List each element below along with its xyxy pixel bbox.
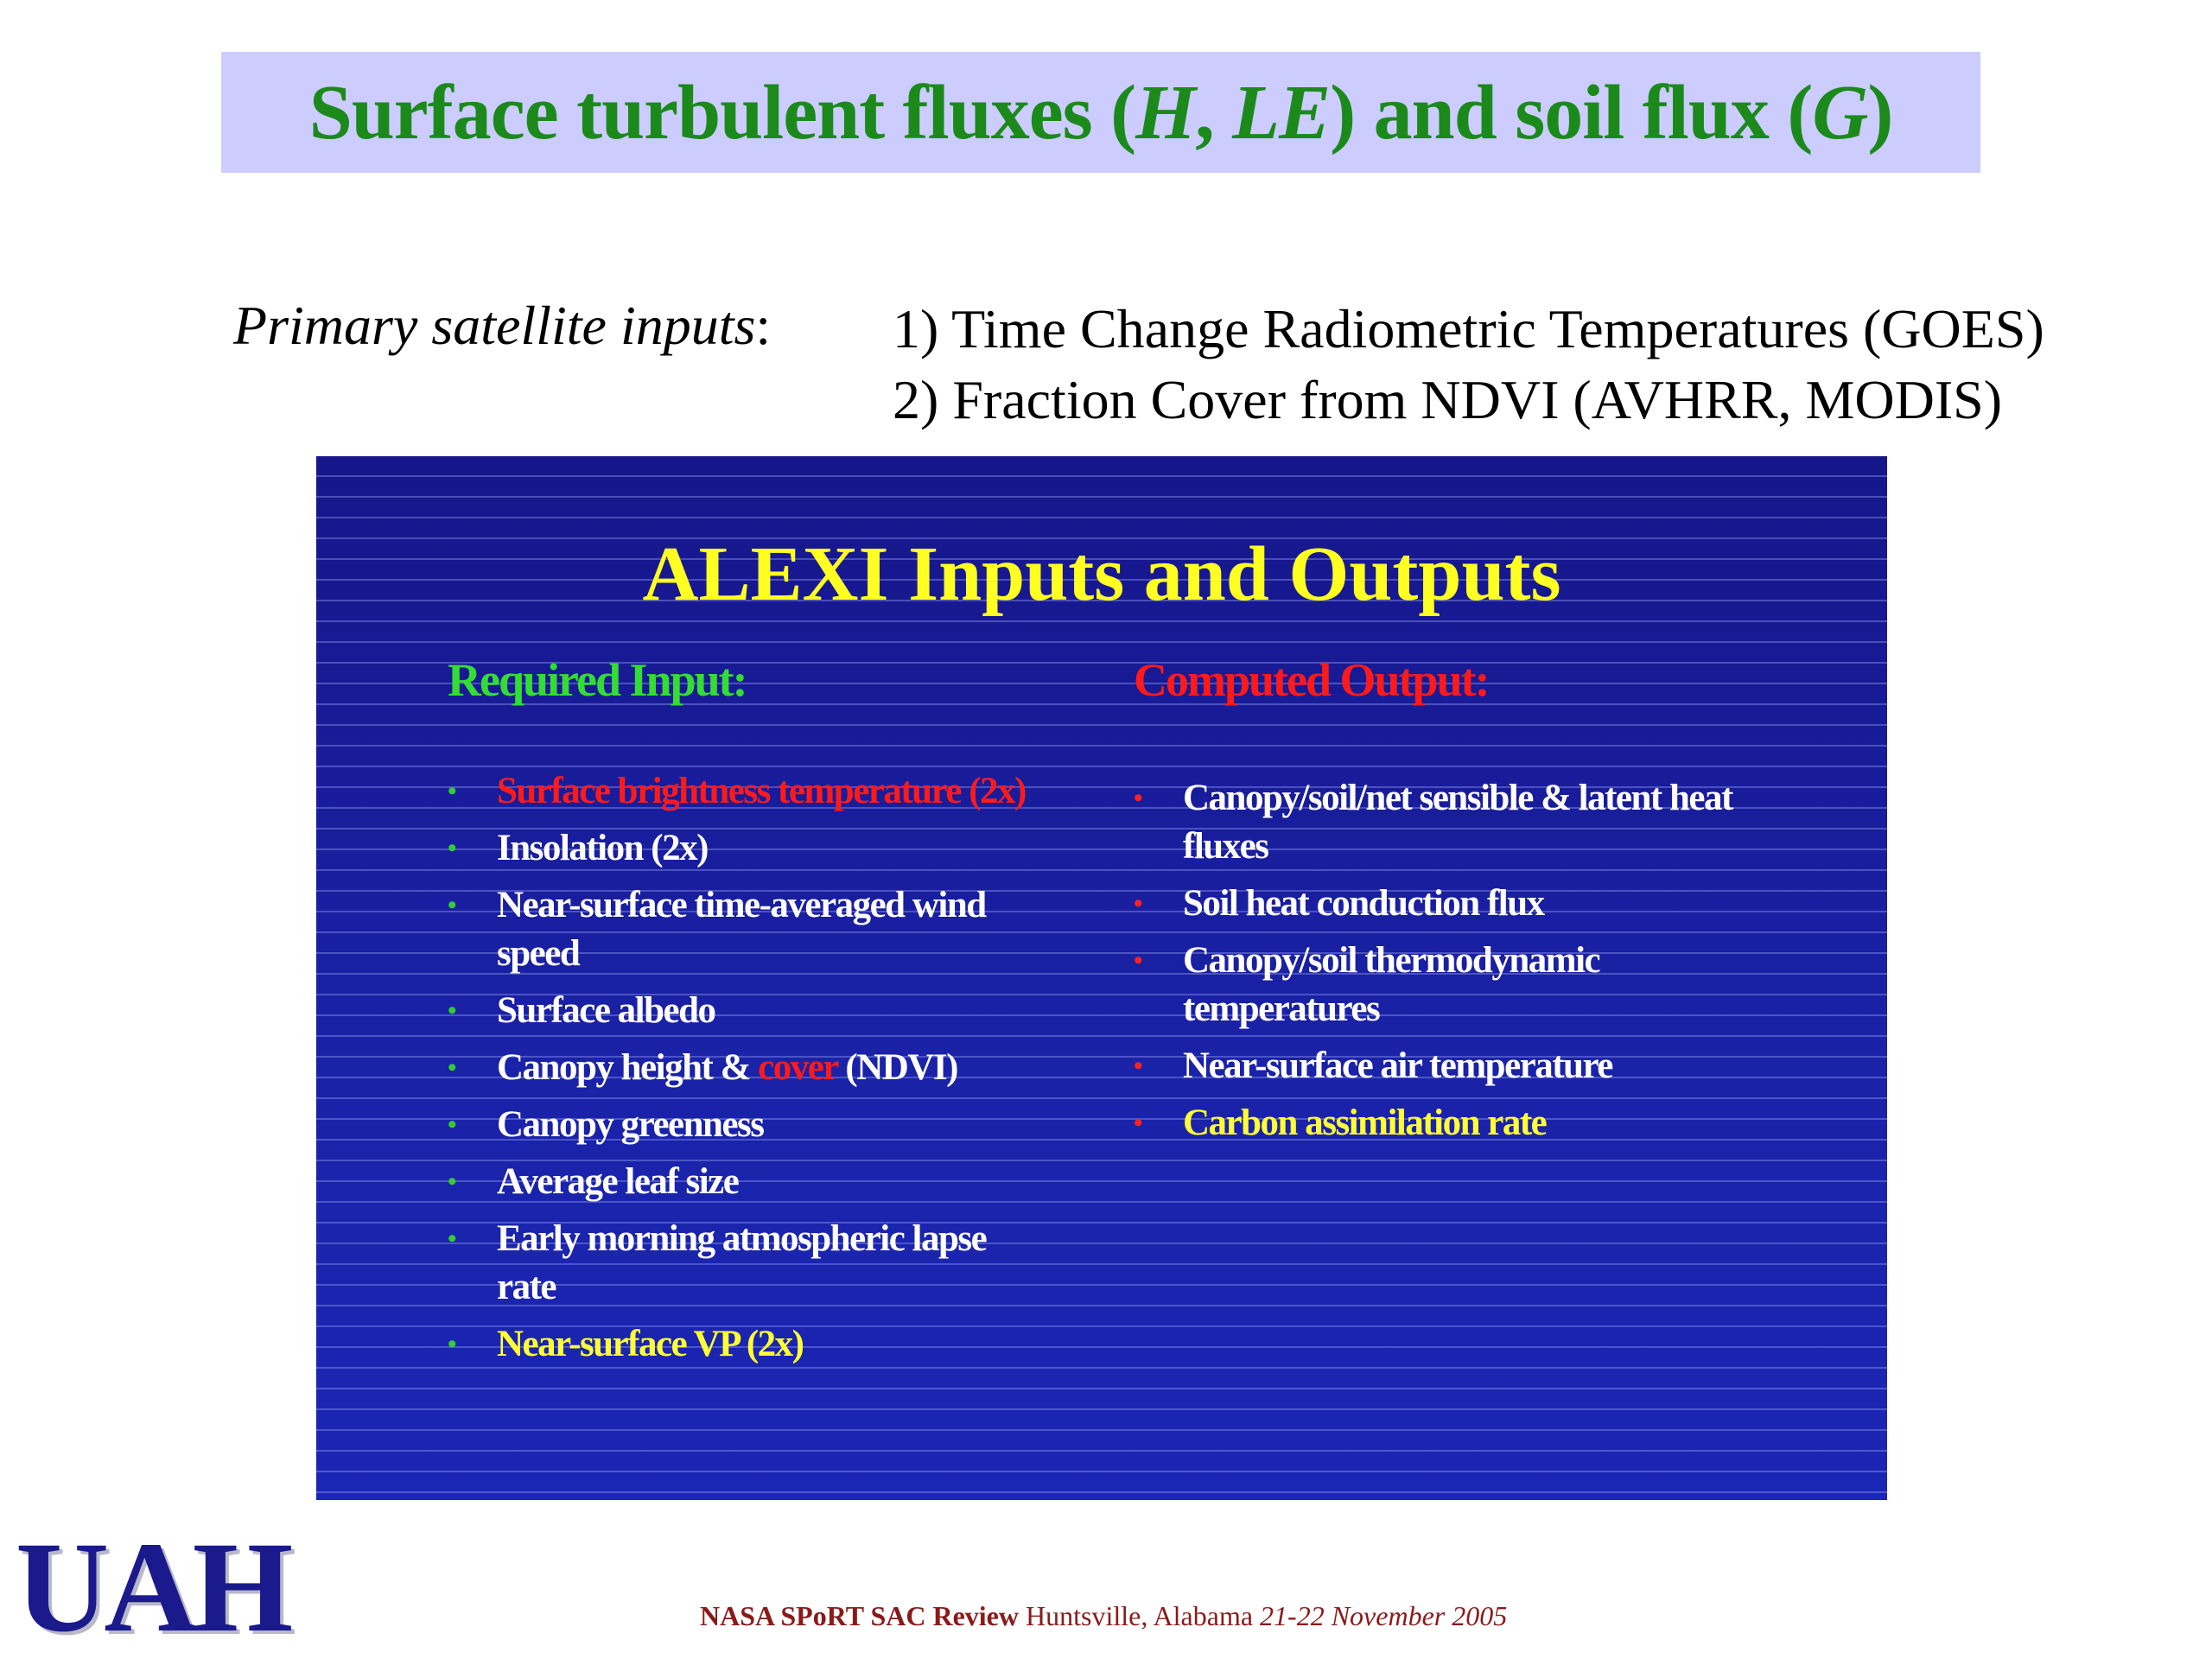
output-item-text: Soil heat conduction flux (1183, 883, 1544, 924)
bullet-icon: • (448, 891, 456, 919)
footer-place: Huntsville, Alabama (1018, 1600, 1261, 1631)
alexi-panel (316, 456, 1887, 1500)
primary-label-text: Primary satellite inputs (233, 295, 756, 356)
title-text-3: ) (1867, 69, 1893, 156)
output-item (1134, 880, 1782, 928)
primary-input-item: 2) Fraction Cover from NDVI (AVHRR, MODIS) (893, 369, 2003, 430)
input-item-text: Insolation (2x) (497, 828, 708, 868)
title-h: H (1135, 69, 1196, 156)
output-list (1134, 774, 1782, 1156)
input-item (448, 1044, 1052, 1092)
footer-date: 21-22 November 2005 (1260, 1600, 1508, 1631)
input-list (448, 767, 1052, 1377)
input-item-text: Surface albedo (497, 990, 715, 1031)
primary-inputs-list (893, 294, 2044, 435)
bullet-icon: • (448, 996, 456, 1025)
input-item-text: Canopy greenness (497, 1104, 764, 1145)
bullet-icon: • (1134, 889, 1142, 918)
primary-input-item: 1) Time Change Radiometric Temperatures (GOES) (893, 298, 2044, 359)
slide-title (309, 68, 1893, 157)
output-item (1134, 937, 1782, 1033)
input-item (448, 1101, 1052, 1149)
output-item-text: Canopy/soil/net sensible & latent heat fluxes (1183, 778, 1732, 867)
output-item-text: Near-surface air temperature (1183, 1046, 1612, 1086)
footer (700, 1600, 1507, 1632)
panel-title: ALEXI Inputs and Outputs (642, 531, 1561, 617)
bullet-icon: • (448, 777, 456, 805)
output-item (1134, 1042, 1782, 1090)
input-item (448, 987, 1052, 1035)
input-cover-text: cover (758, 1047, 838, 1088)
input-item (448, 1320, 1052, 1369)
input-item-text: Near-surface VP (2x) (497, 1324, 804, 1364)
bullet-icon: • (448, 1167, 456, 1196)
input-item-text: Average leaf size (497, 1161, 739, 1202)
output-item (1134, 1099, 1782, 1147)
title-banner (221, 52, 1980, 173)
title-text-1: Surface turbulent fluxes ( (308, 69, 1136, 156)
input-header: Required Input: (448, 654, 747, 706)
input-item (448, 1158, 1052, 1206)
input-item (448, 824, 1052, 873)
primary-label-colon: : (755, 295, 772, 356)
title-comma: , (1195, 69, 1233, 156)
footer-org: NASA SPoRT SAC Review (700, 1600, 1019, 1631)
bullet-icon: • (448, 1330, 456, 1358)
title-text-2: ) and soil flux ( (1330, 69, 1813, 156)
bullet-icon: • (1134, 784, 1142, 812)
input-ndvi-text: (NDVI) (837, 1047, 957, 1088)
input-item (448, 881, 1052, 978)
output-item-text: Carbon assimilation rate (1183, 1103, 1547, 1143)
bullet-icon: • (448, 834, 456, 862)
input-item-text: Early morning atmospheric lapse rate (497, 1218, 987, 1307)
input-item-text: Surface brightness temperature (2x) (497, 771, 1026, 811)
bullet-icon: • (448, 1053, 456, 1082)
input-item-text: Near-surface time-averaged wind speed (497, 885, 986, 974)
bullet-icon: • (1134, 946, 1142, 975)
input-item (448, 767, 1052, 816)
input-item (448, 1215, 1052, 1312)
uah-logo: UAH (16, 1516, 289, 1659)
bullet-icon: • (448, 1110, 456, 1139)
title-g: G (1812, 69, 1868, 156)
output-header: Computed Output: (1134, 654, 1489, 706)
output-item (1134, 774, 1782, 871)
primary-inputs-label (233, 294, 771, 358)
input-item-text: Canopy height & (497, 1047, 759, 1088)
bullet-icon: • (448, 1224, 456, 1253)
bullet-icon: • (1134, 1109, 1142, 1137)
bullet-icon: • (1134, 1052, 1142, 1080)
title-le: LE (1232, 69, 1331, 156)
output-item-text: Canopy/soil thermodynamic temperatures (1183, 940, 1600, 1029)
